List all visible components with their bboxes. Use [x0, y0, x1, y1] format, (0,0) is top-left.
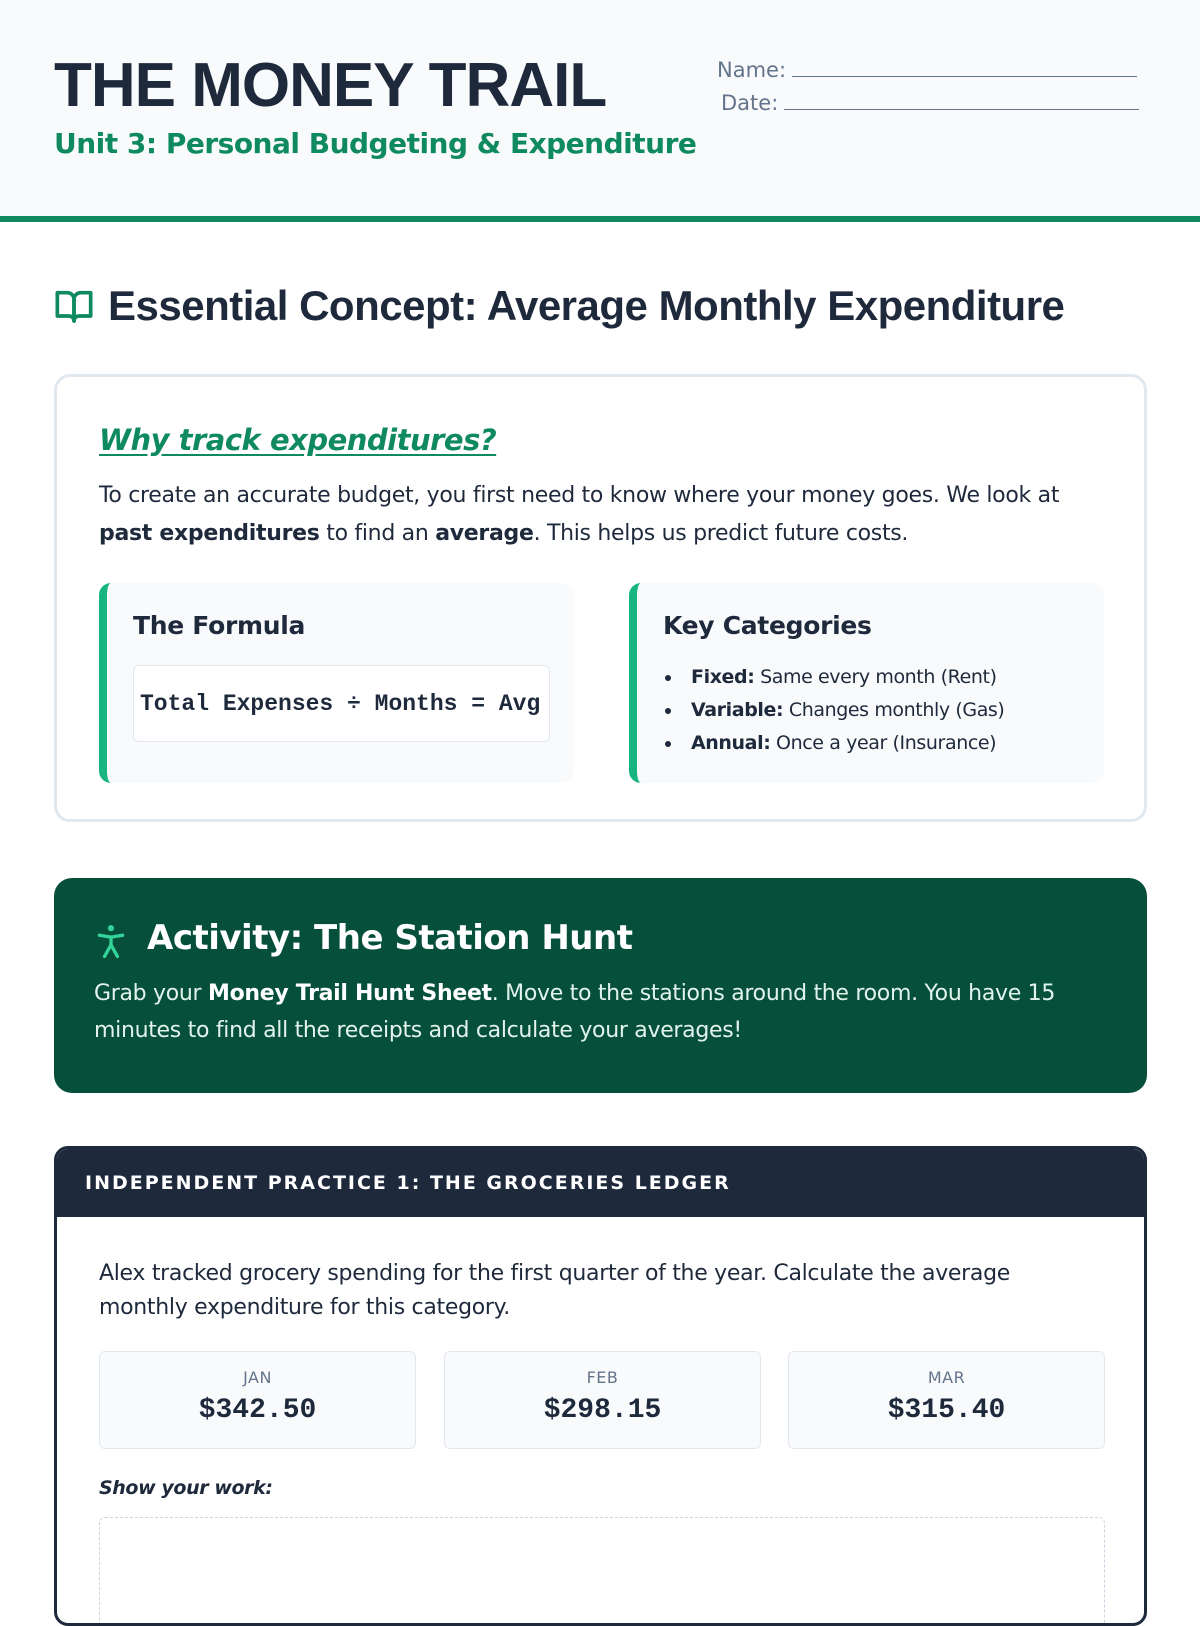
categories-card: [629, 583, 1104, 783]
intro-paragraph: [99, 477, 1099, 553]
date-label: Date:: [721, 91, 779, 115]
date-blank-line[interactable]: [784, 90, 1139, 110]
formula-card: [99, 583, 574, 783]
categories-title: Key Categories: [663, 611, 872, 640]
formula-box: Total Expenses ÷ Months = Avg: [133, 665, 550, 742]
show-work-label: Show your work:: [99, 1477, 273, 1499]
why-track-title: Why track expenditures?: [99, 423, 497, 457]
name-field[interactable]: [717, 57, 1137, 82]
intro-text-3: . This helps us predict future costs.: [533, 521, 909, 546]
worksheet-title: THE MONEY TRAIL: [54, 51, 607, 120]
concept-card: [54, 374, 1147, 822]
activity-banner: [54, 878, 1147, 1093]
category-term: Annual:: [691, 732, 771, 754]
name-label: Name:: [717, 58, 787, 82]
activity-text: [94, 975, 1104, 1049]
category-term: Variable:: [691, 699, 784, 721]
category-desc: Changes monthly (Gas): [783, 699, 1005, 721]
practice-instructions: Alex tracked grocery spending for the first quarter of the year. Calculate the average monthly expenditure for this category.: [99, 1261, 1010, 1320]
person-icon: [95, 923, 127, 959]
month-amount: $298.15: [543, 1395, 662, 1426]
practice-panel: [54, 1146, 1147, 1626]
month-amount: $315.40: [887, 1395, 1006, 1426]
list-item: [663, 694, 1004, 727]
month-label: JAN: [243, 1368, 272, 1387]
activity-bold-hunt-sheet: Money Trail Hunt Sheet: [208, 981, 492, 1006]
unit-subtitle: Unit 3: Personal Budgeting & Expenditure: [54, 127, 697, 160]
show-work-area[interactable]: [99, 1517, 1105, 1626]
intro-bold-average: average: [435, 521, 534, 546]
activity-text-1: Grab your: [94, 981, 208, 1006]
practice-header: [57, 1149, 1144, 1217]
name-blank-line[interactable]: [792, 57, 1137, 77]
book-open-icon: [54, 286, 94, 326]
month-label: FEB: [586, 1368, 619, 1387]
intro-text-2: to find an: [319, 521, 436, 546]
category-term: Fixed:: [691, 666, 755, 688]
worksheet-header: [0, 0, 1200, 222]
activity-title: Activity: The Station Hunt: [147, 918, 633, 958]
practice-header-title: INDEPENDENT PRACTICE 1: THE GROCERIES LEDGER: [85, 1172, 731, 1194]
formula-title: The Formula: [133, 611, 306, 640]
month-card-feb: [444, 1351, 761, 1449]
month-card-mar: [788, 1351, 1105, 1449]
category-desc: Same every month (Rent): [754, 666, 997, 688]
month-label: MAR: [927, 1368, 966, 1387]
section-heading: [54, 282, 1064, 330]
section-title: Essential Concept: Average Monthly Expenditure: [108, 282, 1065, 329]
category-desc: Once a year (Insurance): [770, 732, 997, 754]
intro-bold-past-expenditures: past expenditures: [99, 521, 320, 546]
activity-text-2: . Move to the stations around the room. You have 15 minutes to find all the receipts and calculate your averages!: [94, 981, 1056, 1043]
intro-text-1: To create an accurate budget, you first need to know where your money goes. We look at: [99, 483, 1060, 508]
list-item: [663, 661, 1004, 694]
month-amount: $342.50: [198, 1395, 317, 1426]
list-item: [663, 727, 1004, 760]
date-field[interactable]: [721, 90, 1139, 115]
month-card-jan: [99, 1351, 416, 1449]
categories-list: [663, 661, 1004, 760]
